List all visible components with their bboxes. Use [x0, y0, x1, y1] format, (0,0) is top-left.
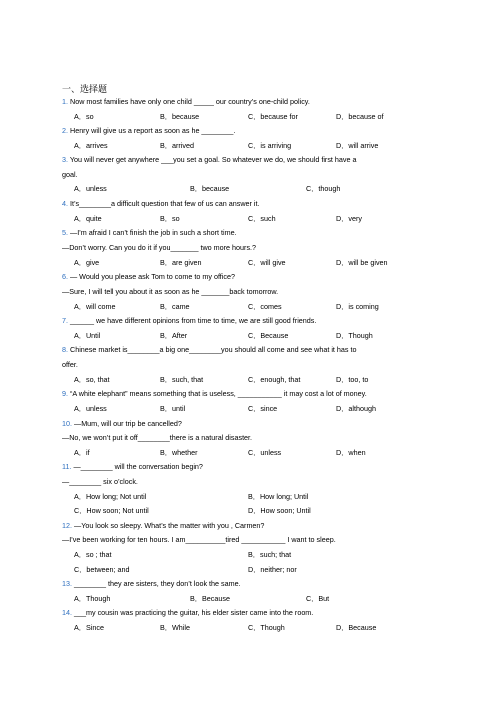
- question-6: [62, 272, 235, 281]
- question-14: [62, 608, 313, 617]
- q12-option-c: C．between; and: [74, 565, 130, 574]
- q5-option-d: D．will be given: [336, 258, 388, 267]
- question-8-continued: offer.: [62, 360, 78, 369]
- q4-option-d: D．very: [336, 214, 362, 223]
- q8-option-b: B．such, that: [160, 375, 204, 384]
- q13-option-c: C．But: [306, 594, 330, 603]
- question-11: [62, 462, 203, 471]
- q9-option-a: A．unless: [74, 404, 107, 413]
- q14-option-b: B．While: [160, 623, 190, 632]
- question-number: 14.: [62, 608, 72, 617]
- question-3: [62, 155, 356, 164]
- q12-option-b: B．such; that: [248, 550, 292, 559]
- q9-option-c: C．since: [248, 404, 278, 413]
- question-number: 4.: [62, 199, 68, 208]
- question-text: —Mum, will our trip be cancelled?: [74, 419, 182, 428]
- q10-option-d: D．when: [336, 448, 366, 457]
- question-10-continued: —No, we won’t put it off________there is a natural disaster.: [62, 433, 253, 442]
- question-10: [62, 419, 182, 428]
- q2-option-c: C．is arriving: [248, 141, 292, 150]
- q6-option-b: B．came: [160, 302, 190, 311]
- question-number: 12.: [62, 521, 72, 530]
- question-9: [62, 389, 367, 398]
- question-text: ___my cousin was practicing the guitar, his elder sister came into the room.: [74, 608, 314, 617]
- question-4: [62, 199, 260, 208]
- question-text: “A white elephant” means something that is useless, ___________ it may cost a lot of money.: [70, 389, 367, 398]
- question-5-continued: —Don’t worry. Can you do it if you_______ two more hours.?: [62, 243, 257, 252]
- question-text: Now most families have only one child _____ our country’s one-child policy.: [70, 97, 310, 106]
- q2-option-b: B．arrived: [160, 141, 194, 150]
- question-6-continued: —Sure, I will tell you about it as soon as he _______back tomorrow.: [62, 287, 279, 296]
- question-2: [62, 126, 235, 135]
- q4-option-c: C．such: [248, 214, 276, 223]
- q3-option-a: A．unless: [74, 184, 107, 193]
- question-text: ________ they are sisters, they don’t look the same.: [74, 579, 241, 588]
- question-1: [62, 97, 310, 106]
- q6-option-c: C．comes: [248, 302, 282, 311]
- question-3-continued: goal.: [62, 170, 78, 179]
- q12-option-d: D．neither; nor: [248, 565, 297, 574]
- q13-option-b: B．Because: [190, 594, 230, 603]
- q6-option-a: A．will come: [74, 302, 116, 311]
- question-text: ______ we have different opinions from time to time, we are still good friends.: [70, 316, 317, 325]
- question-number: 6.: [62, 272, 68, 281]
- q10-option-a: A．if: [74, 448, 90, 457]
- q3-option-c: C．though: [306, 184, 341, 193]
- question-text: Henry will give us a report as soon as he ________.: [70, 126, 236, 135]
- q8-option-a: A．so, that: [74, 375, 110, 384]
- question-number: 10.: [62, 419, 72, 428]
- q11-option-d: D．How soon; Until: [248, 506, 311, 515]
- question-7: [62, 316, 316, 325]
- q13-option-a: A．Though: [74, 594, 111, 603]
- question-text: —You look so sleepy. What’s the matter with you , Carmen?: [74, 521, 265, 530]
- q7-option-d: D．Though: [336, 331, 373, 340]
- q1-option-b: B．because: [160, 112, 200, 121]
- q1-option-d: D．because of: [336, 112, 384, 121]
- question-12: [62, 521, 264, 530]
- question-number: 3.: [62, 155, 68, 164]
- q6-option-d: D．is coming: [336, 302, 379, 311]
- question-number: 13.: [62, 579, 72, 588]
- question-11-continued: —________ six o’clock.: [62, 477, 138, 486]
- question-5: [62, 228, 237, 237]
- q12-option-a: A．so ; that: [74, 550, 112, 559]
- question-number: 1.: [62, 97, 68, 106]
- question-text: — Would you please ask Tom to come to my office?: [70, 272, 235, 281]
- q8-option-d: D．too, to: [336, 375, 369, 384]
- q5-option-a: A．give: [74, 258, 100, 267]
- q14-option-c: C．Though: [248, 623, 285, 632]
- question-text: —________ will the conversation begin?: [73, 462, 203, 471]
- question-8: [62, 345, 357, 354]
- q2-option-d: D．will arrive: [336, 141, 379, 150]
- q9-option-b: B．until: [160, 404, 186, 413]
- q11-option-b: B．How long; Until: [248, 492, 309, 501]
- q8-option-c: C．enough, that: [248, 375, 301, 384]
- q11-option-c: C．How soon; Not until: [74, 506, 149, 515]
- q2-option-a: A．arrives: [74, 141, 108, 150]
- q9-option-d: D．although: [336, 404, 376, 413]
- q7-option-c: C．Because: [248, 331, 289, 340]
- question-13: [62, 579, 241, 588]
- q5-option-c: C．will give: [248, 258, 286, 267]
- q5-option-b: B．are given: [160, 258, 202, 267]
- q3-option-b: B．because: [190, 184, 230, 193]
- section-title: 一、选择题: [62, 84, 108, 94]
- q14-option-a: A．Since: [74, 623, 104, 632]
- q7-option-a: A．Until: [74, 331, 101, 340]
- q11-option-a: A．How long; Not until: [74, 492, 147, 501]
- q10-option-c: C．unless: [248, 448, 282, 457]
- q1-option-a: A．so: [74, 112, 94, 121]
- question-12-continued: —I’ve been working for ten hours. I am__________tired ___________ I want to sleep.: [62, 535, 336, 544]
- q10-option-b: B．whether: [160, 448, 198, 457]
- q4-option-b: B．so: [160, 214, 180, 223]
- question-number: 9.: [62, 389, 68, 398]
- question-number: 8.: [62, 345, 68, 354]
- q14-option-d: D．Because: [336, 623, 377, 632]
- q1-option-c: C．because for: [248, 112, 298, 121]
- question-number: 5.: [62, 228, 68, 237]
- q7-option-b: B．After: [160, 331, 188, 340]
- question-text: —I’m afraid I can’t finish the job in such a short time.: [70, 228, 237, 237]
- question-number: 7.: [62, 316, 68, 325]
- question-number: 2.: [62, 126, 68, 135]
- question-number: 11.: [62, 462, 72, 471]
- question-text: Chinese market is________a big one________you should all come and see what it has to: [70, 345, 357, 354]
- question-text: It’s________a difficult question that few of us can answer it.: [70, 199, 260, 208]
- q4-option-a: A．quite: [74, 214, 102, 223]
- question-text: You will never get anywhere ___you set a goal. So whatever we do, we should first have a: [69, 155, 357, 164]
